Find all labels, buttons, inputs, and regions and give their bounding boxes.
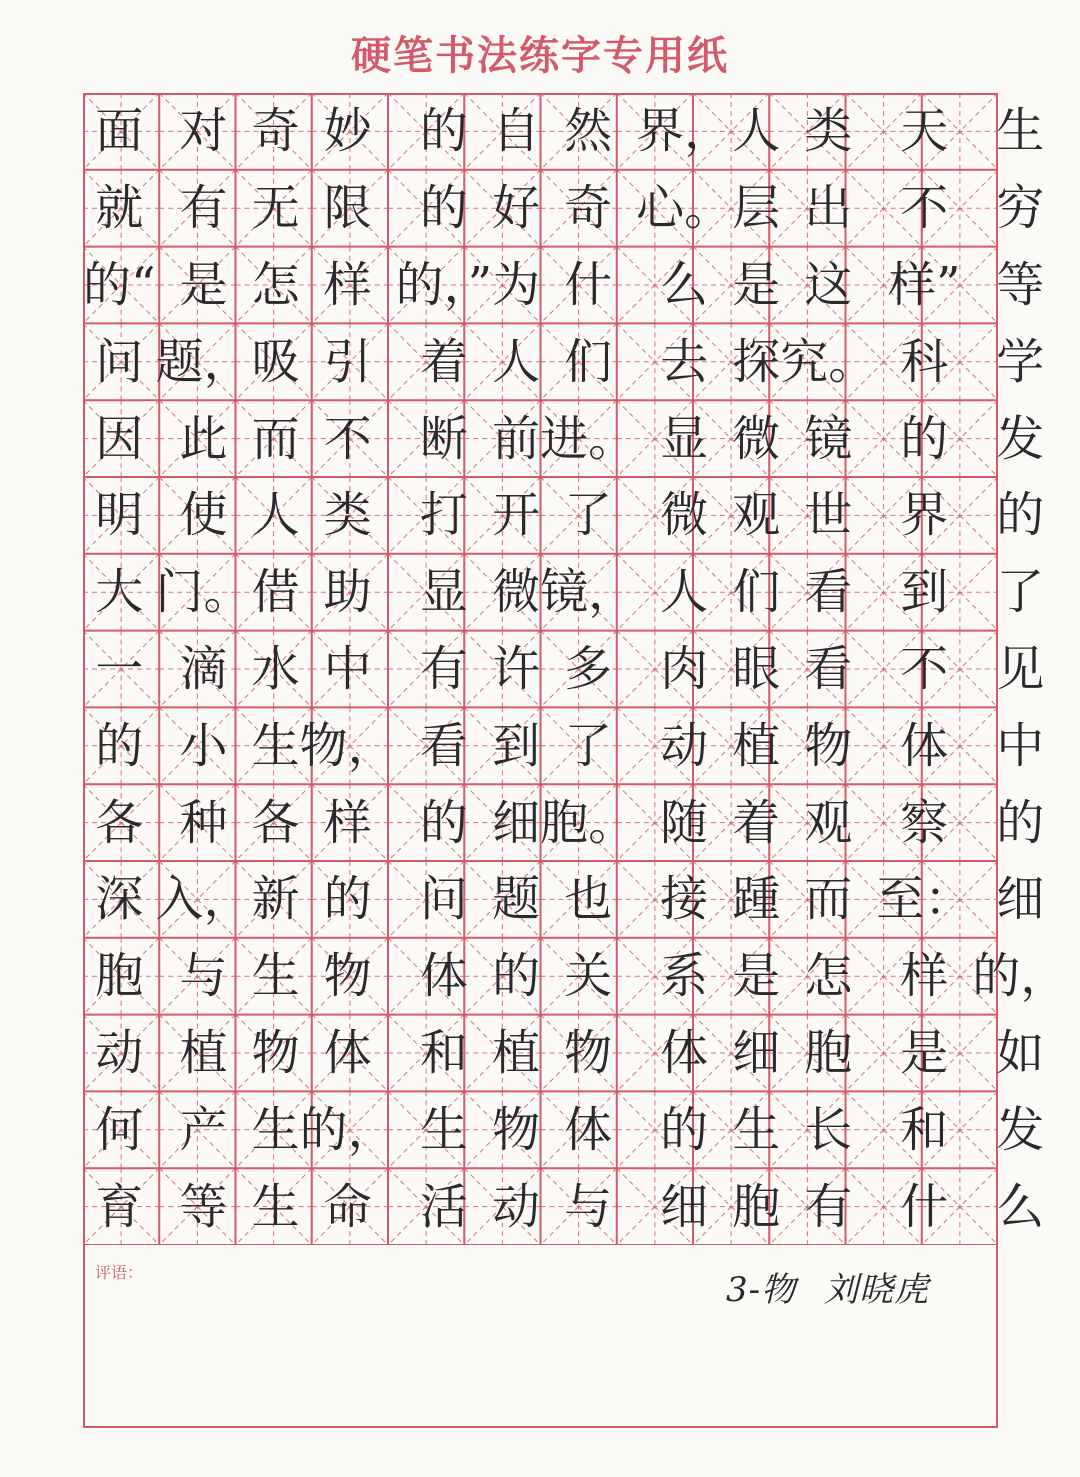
grid-cell: 生 bbox=[732, 1101, 781, 1158]
grid-cell: 的 bbox=[419, 794, 468, 851]
grid-cell: 人 bbox=[251, 487, 300, 544]
grid-cell: 层 bbox=[732, 180, 781, 237]
grid-cell: 就 bbox=[95, 180, 144, 237]
grid-cell: 种 bbox=[179, 794, 228, 851]
grid-cell: 和 bbox=[419, 1024, 468, 1081]
grid-cell: 活 bbox=[419, 1178, 468, 1235]
grid-cell: 体 bbox=[564, 1101, 613, 1158]
grid-cell: 一 bbox=[95, 640, 144, 697]
grid-cell: 等 bbox=[996, 256, 1045, 313]
grid-cell: 为 bbox=[492, 256, 541, 313]
signature bbox=[726, 1262, 929, 1311]
grid-cell: 吸 bbox=[251, 333, 300, 390]
grid-cell: 的，” bbox=[395, 256, 493, 313]
grid-cell: 显 bbox=[419, 564, 468, 621]
grid-cell: 自 bbox=[492, 103, 541, 160]
grid-cell: 深 bbox=[95, 871, 144, 928]
grid-cell: 这 bbox=[804, 256, 853, 313]
grid-cell: 的“ bbox=[83, 256, 156, 313]
grid-cell: 小 bbox=[179, 717, 228, 774]
grid-cell: 了 bbox=[564, 717, 613, 774]
grid-cell: 各 bbox=[95, 794, 144, 851]
grid-cell: 然 bbox=[564, 103, 613, 160]
grid-cell: 助 bbox=[323, 564, 372, 621]
grid-cell: 有 bbox=[804, 1178, 853, 1235]
grid-cell: 有 bbox=[419, 640, 468, 697]
grid-cell: 微 bbox=[732, 410, 781, 467]
grid-cell: 看 bbox=[804, 564, 853, 621]
grid-cell: 与 bbox=[564, 1178, 613, 1235]
grid-cell: 何 bbox=[95, 1101, 144, 1158]
grid-cell: 借 bbox=[251, 564, 300, 621]
grid-cell: 产 bbox=[179, 1101, 228, 1158]
grid-cell: 体 bbox=[419, 948, 468, 1005]
grid-cell: 们 bbox=[564, 333, 613, 390]
grid-cell: 而 bbox=[804, 871, 853, 928]
grid-cell: 至： bbox=[876, 871, 973, 928]
grid-cell: 细 bbox=[492, 794, 541, 851]
grid-cell: 门。 bbox=[155, 564, 252, 621]
grid-cell: 胞。 bbox=[540, 794, 637, 851]
grid-cell: 究。 bbox=[780, 333, 877, 390]
grid-cell: 发 bbox=[996, 1101, 1045, 1158]
grid-cell: 植 bbox=[492, 1024, 541, 1081]
grid-cell: 到 bbox=[900, 564, 949, 621]
grid-cell: 长 bbox=[804, 1101, 853, 1158]
grid-cell: 物 bbox=[804, 717, 853, 774]
grid-cell: 因 bbox=[95, 410, 144, 467]
grid-cell: 怎 bbox=[251, 256, 300, 313]
grid-cell: 各 bbox=[251, 794, 300, 851]
grid-cell: 样” bbox=[887, 256, 961, 313]
grid-cell: 天 bbox=[900, 103, 949, 160]
grid-cell: 细 bbox=[996, 871, 1045, 928]
grid-cell: 见 bbox=[996, 640, 1045, 697]
grid-cell: 物 bbox=[251, 1024, 300, 1081]
grid-cell: 物 bbox=[323, 948, 372, 1005]
grid-cell: 体 bbox=[323, 1024, 372, 1081]
grid-cell: 显 bbox=[660, 410, 709, 467]
grid-cell: 中 bbox=[996, 717, 1045, 774]
grid-cell: 怎 bbox=[804, 948, 853, 1005]
grid-cell: 系 bbox=[660, 948, 709, 1005]
grid-cell: 体 bbox=[900, 717, 949, 774]
grid-cell: 样 bbox=[323, 256, 372, 313]
grid-cell: 而 bbox=[251, 410, 300, 467]
grid-cell: 看 bbox=[419, 717, 468, 774]
grid-cell: 样 bbox=[900, 948, 949, 1005]
grid-cell: 育 bbox=[95, 1178, 144, 1235]
grid-cell: 细 bbox=[660, 1178, 709, 1235]
grid-cell: 察 bbox=[900, 794, 949, 851]
grid-cell: 不 bbox=[900, 180, 949, 237]
grid-cell: 体 bbox=[660, 1024, 709, 1081]
grid-cell: 明 bbox=[95, 487, 144, 544]
signature-class: 3-物 bbox=[726, 1270, 797, 1310]
grid-cell: 此 bbox=[179, 410, 228, 467]
grid-cell: 的， bbox=[299, 1101, 396, 1158]
grid-cell: 微 bbox=[492, 564, 541, 621]
grid-cell: 断 bbox=[419, 410, 468, 467]
grid-cell: 世 bbox=[804, 487, 853, 544]
grid-cell: 生 bbox=[251, 948, 300, 1005]
grid-cell: 观 bbox=[804, 794, 853, 851]
grid-cell: 的， bbox=[972, 948, 1069, 1005]
grid-cell: 关 bbox=[564, 948, 613, 1005]
grid-cell: 穷 bbox=[996, 180, 1045, 237]
comment-label: 评语： bbox=[95, 1263, 144, 1282]
grid-cell: 镜， bbox=[540, 564, 637, 621]
grid-cell: 物 bbox=[492, 1101, 541, 1158]
grid-cell: 胞 bbox=[95, 948, 144, 1005]
grid-cell: 生 bbox=[996, 103, 1045, 160]
grid-cell: 好 bbox=[492, 180, 541, 237]
grid-cell: 眼 bbox=[732, 640, 781, 697]
grid-cell: 的 bbox=[996, 794, 1045, 851]
grid-cell: 了 bbox=[564, 487, 613, 544]
grid-cell: 奇 bbox=[564, 180, 613, 237]
grid-cell: 生 bbox=[419, 1101, 468, 1158]
grid-cell: 不 bbox=[900, 640, 949, 697]
grid-cell: 踵 bbox=[732, 871, 781, 928]
grid-cell: 也 bbox=[564, 871, 613, 928]
grid-cell: 样 bbox=[323, 794, 372, 851]
grid-cell: 妙 bbox=[323, 103, 372, 160]
grid-cell: 类 bbox=[804, 103, 853, 160]
grid-cell: 动 bbox=[492, 1178, 541, 1235]
grid-cell: 去 bbox=[660, 333, 709, 390]
grid-cell: 物 bbox=[564, 1024, 613, 1081]
grid-cell: 的 bbox=[492, 948, 541, 1005]
grid-cell: 出 bbox=[804, 180, 853, 237]
grid-cell: 命 bbox=[323, 1178, 372, 1235]
grid-cell: 多 bbox=[564, 640, 613, 697]
grid-cell: 物， bbox=[299, 717, 396, 774]
grid-cell: 滴 bbox=[179, 640, 228, 697]
grid-cell: 着 bbox=[732, 794, 781, 851]
grid-cell: 人 bbox=[492, 333, 541, 390]
grid-cell: 的 bbox=[419, 103, 468, 160]
grid-cell: 界， bbox=[636, 103, 733, 160]
grid-cell: 不 bbox=[323, 410, 372, 467]
grid-cell: 植 bbox=[732, 717, 781, 774]
grid-cell: 心。 bbox=[636, 180, 733, 237]
grid-cell: 细 bbox=[732, 1024, 781, 1081]
grid-cell: 是 bbox=[732, 948, 781, 1005]
grid-cell: 无 bbox=[251, 180, 300, 237]
grid-cell: 动 bbox=[95, 1024, 144, 1081]
grid-cell: 生 bbox=[251, 1178, 300, 1235]
grid-cell: 探 bbox=[732, 333, 781, 390]
grid-cell: 许 bbox=[492, 640, 541, 697]
grid-cell: 入， bbox=[155, 871, 252, 928]
signature-name: 刘晓虎 bbox=[824, 1270, 930, 1310]
grid-cell: 胞 bbox=[804, 1024, 853, 1081]
grid-cell: 学 bbox=[996, 333, 1045, 390]
grid-cell: 的 bbox=[996, 487, 1045, 544]
grid-cell: 生 bbox=[251, 717, 300, 774]
grid-cell: 人 bbox=[732, 103, 781, 160]
grid-cell: 观 bbox=[732, 487, 781, 544]
grid-cell: 的 bbox=[323, 871, 372, 928]
grid-cell: 镜 bbox=[804, 410, 853, 467]
grid-cell: 是 bbox=[900, 1024, 949, 1081]
grid-cell: 什 bbox=[564, 256, 613, 313]
grid-cell: 随 bbox=[660, 794, 709, 851]
grid-cell: 发 bbox=[996, 410, 1045, 467]
grid-cell: 对 bbox=[179, 103, 228, 160]
grid-cell: 微 bbox=[660, 487, 709, 544]
grid-cell: 题 bbox=[492, 871, 541, 928]
grid-cell: 什 bbox=[900, 1178, 949, 1235]
grid-cell: 引 bbox=[323, 333, 372, 390]
grid-cell: 的 bbox=[660, 1101, 709, 1158]
grid-cell: 的 bbox=[419, 180, 468, 237]
grid-cell: 到 bbox=[492, 717, 541, 774]
page-title: 硬笔书法练字专用纸 bbox=[351, 32, 729, 79]
grid-cell: 进。 bbox=[540, 410, 637, 467]
grid-cell: 中 bbox=[323, 640, 372, 697]
grid-cell: 了 bbox=[996, 564, 1045, 621]
grid-cell: 新 bbox=[251, 871, 300, 928]
grid-cell: 等 bbox=[179, 1178, 228, 1235]
grid-cell: 么 bbox=[660, 256, 709, 313]
grid-cell: 和 bbox=[900, 1101, 949, 1158]
handwriting-grid bbox=[83, 93, 1069, 1245]
grid-cell: 着 bbox=[419, 333, 468, 390]
grid-cell: 限 bbox=[323, 180, 372, 237]
grid-cell: 胞 bbox=[732, 1178, 781, 1235]
grid-cell: 题， bbox=[155, 333, 252, 390]
grid-cell: 动 bbox=[660, 717, 709, 774]
grid-cell: 接 bbox=[660, 871, 709, 928]
grid-cell: 面 bbox=[95, 103, 144, 160]
grid-cell: 奇 bbox=[251, 103, 300, 160]
grid-cell: 是 bbox=[179, 256, 228, 313]
grid-cell: 是 bbox=[732, 256, 781, 313]
grid-cell: 的 bbox=[900, 410, 949, 467]
grid-cell: 们 bbox=[732, 564, 781, 621]
grid-cell: 界 bbox=[900, 487, 949, 544]
grid-cell: 的 bbox=[95, 717, 144, 774]
grid-cell: 植 bbox=[179, 1024, 228, 1081]
grid-cell: 有 bbox=[179, 180, 228, 237]
grid-cell: 如 bbox=[996, 1024, 1045, 1081]
grid-cell: 类 bbox=[323, 487, 372, 544]
grid-cell: 前 bbox=[492, 410, 541, 467]
grid-cell: 打 bbox=[419, 487, 468, 544]
grid-cell: 使 bbox=[179, 487, 228, 544]
grid-cell: 与 bbox=[179, 948, 228, 1005]
grid-cell: 水 bbox=[251, 640, 300, 697]
grid-cell: 肉 bbox=[660, 640, 709, 697]
grid-cell: 看 bbox=[804, 640, 853, 697]
grid-cell: 生 bbox=[251, 1101, 300, 1158]
grid-cell: 问 bbox=[419, 871, 468, 928]
grid-cell: 么 bbox=[996, 1178, 1045, 1235]
grid-cell: 开 bbox=[492, 487, 541, 544]
grid-cell: 人 bbox=[660, 564, 709, 621]
grid-cell: 大 bbox=[95, 564, 144, 621]
grid-cell: 科 bbox=[900, 333, 949, 390]
grid-cell: 问 bbox=[95, 333, 144, 390]
